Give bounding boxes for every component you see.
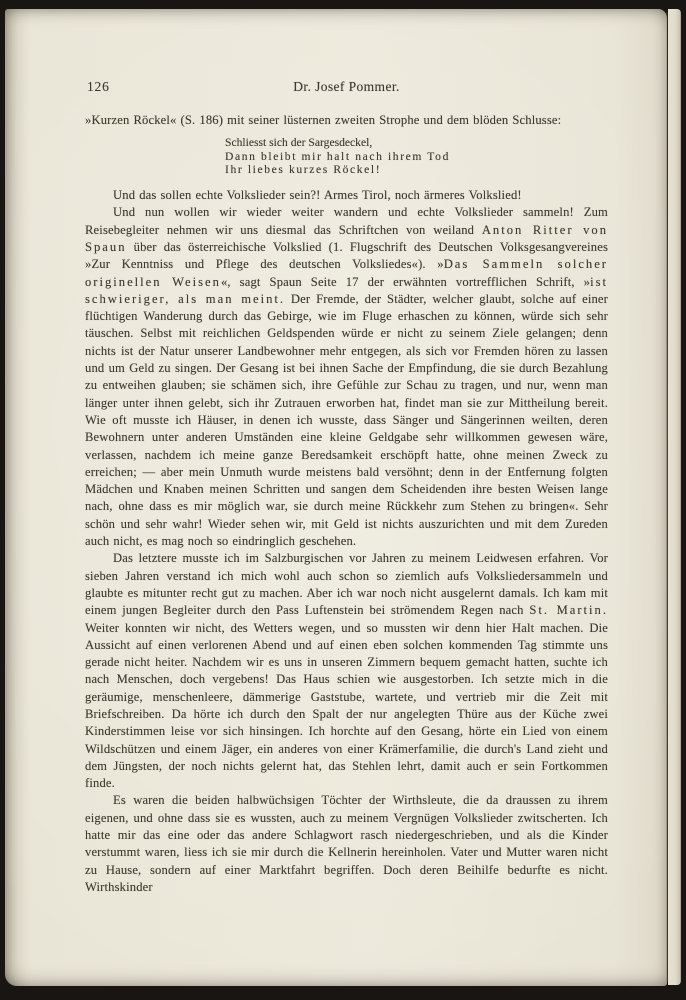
verse-line: Dann bleibt mir halt nach ihrem Tod	[225, 149, 450, 163]
emphasized-text-run: Das Sammeln solcher originellen Weisen	[85, 257, 608, 289]
text-run: Das letztere musste ich im Salzburgischen vor Jahren zu meinem Leidwesen erfahren. Vor sieben Jahren verstand ich mich wohl auch schon so ziemlich aufs Volksliedersammeln und glaubte es mitunter recht gut zu machen. Aber ich war noch nicht ausgelernt damals. Ich kam mit einem jungen Begleiter durch den Pass Luftenstein bei strömendem Regen nach	[85, 551, 608, 618]
body-paragraph	[85, 187, 608, 204]
emphasized-text-run: St. Martin.	[529, 603, 608, 618]
text-run: Es waren die beiden halbwüchsigen Töchter der Wirthsleute, die da draussen zu ihrem eigenen, und ohne dass sie es wussten, auch zu meinem Vergnügen Volkslieder zwitscherten. Ich hatte mir das eine oder das andere Schlagwort rasch niedergeschrieben, und als die Kinder verstummt waren, liess ich sie mir durch die Kellnerin hereinholen. Vater und Mutter waren nicht zu Hause, sondern auf einer Marktfahrt begriffen. Doch deren Beihilfe bedurfte es nicht. Wirthskinder	[85, 793, 608, 894]
body-paragraph	[85, 112, 608, 129]
verse-block	[225, 136, 608, 177]
text-run: Und das sollen echte Volkslieder sein?! Armes Tirol, noch ärmeres Volkslied!	[113, 188, 522, 203]
text-run: über das österreichische Volkslied (1. Flugschrift des Deutschen Volksgesangvereines »Zur Kenntniss und Pflege des deutschen Volksliedes«). »	[85, 239, 608, 272]
body-paragraph	[85, 550, 608, 792]
running-header: Dr. Josef Pommer.	[293, 79, 400, 94]
page-header	[85, 79, 608, 95]
book-page	[5, 9, 667, 986]
text-run: Der Fremde, der Städter, welcher glaubt, solche auf einer flüchtigen Wanderung durch das Gebirge, wie im Fluge erhaschen zu können, würde sich sehr täuschen. Selbst mit reichlichen Geldspenden würde er nicht zu seinem Ziele gelangen; denn nichts ist der Natur unserer Landbewohner mehr entgegen, als sich vor Fremden hören zu lassen und um Geld zu singen. Der Gesang ist bei ihnen Sache der Empfindung, die sie durch Bezahlung zu entweihen glauben; sie schämen sich, ihre Gefühle zur Schau zu tragen, und nur, wenn man länger unter ihnen gelebt, sich ihr Zutrauen erworben hat, findet man sie zur Mittheilung bereit. Wie oft musste ich Häuser, in denen ich wusste, dass Sänger und Sängerinnen weilten, deren Bewohnern unter anderen Umständen eine kleine Geldgabe sehr willkommen gewesen wäre, verlassen, nachdem ich meine ganze Beredsamkeit erschöpft hatte, ohne meinen Zweck zu erreichen; — aber mein Unmuth wurde meistens bald versöhnt; denn in der Entfernung folgten Mädchen und Knaben meinen Schritten und sangen dem Scheidenden ihre besten Weisen lange nach, ohne dass es mir möglich war, sie durch meine Rückkehr zum Stehen zu bringen«. Sehr schön und sehr wahr! Wieder sehen wir, mit Geld ist nichts auszurichten und mit dem Zureden auch nicht, es mag noch so eindringlich geschehen.	[85, 291, 608, 549]
verse-line: Schliesst sich der Sargesdeckel,	[225, 136, 373, 150]
page-edge-strip	[668, 9, 681, 985]
text-run: Und nun wollen wir wieder weiter wandern und echte Volkslieder sammeln! Zum Reisebegleiter nehmen wir uns diesmal das Schriftchen von weiland	[85, 205, 608, 237]
emphasized-text-run: ist schwieriger, als man meint.	[85, 274, 608, 306]
text-run: Weiter konnten wir nicht, des Wetters wegen, und so mussten wir denn hier Halt machen. Die Aussicht auf einen verlorenen Abend und auf einen eben solchen kommenden Tag stimmte uns gerade nicht heiter. Nachdem wir es uns in unseren Zimmern bequem gemacht hatten, suchte ich nach Menschen, doch vergebens! Das Haus schien wie ausgestorben. Ich setzte mich in die geräumige, menschenleere, dämmerige Gaststube, wartete, und vertrieb mir die Zeit mit Briefschreiben. Da hörte ich durch den Spalt der nur angelegten Thüre aus der Küche zwei Kinderstimmen leise vor sich hinsingen. Ich horchte auf den Gesang, hörte ein Lied von einem Wildschützen und einem Jäger, ein anderes von einer Krämerfamilie, die durch's Land zieht und dem Jüngsten, der noch nichts gelernt hat, das Stehlen lehrt, damit auch er sein Fortkommen finde.	[85, 620, 608, 791]
text-run: «, sagt Spaun Seite 17 der erwähnten vortrefflichen Schrift, »	[220, 274, 591, 289]
text-run: »Kurzen Röckel« (S. 186) mit seiner lüsternen zweiten Strophe und dem blöden Schlusse:	[85, 113, 562, 127]
verse-line: Ihr liebes kurzes Röckel!	[225, 163, 382, 177]
emphasized-text-run: Anton Ritter von Spaun	[85, 222, 608, 254]
body-paragraph	[85, 204, 608, 550]
page-text	[85, 112, 608, 896]
page-content	[85, 79, 608, 896]
body-paragraph	[85, 792, 608, 896]
page-number: 126	[87, 79, 110, 94]
